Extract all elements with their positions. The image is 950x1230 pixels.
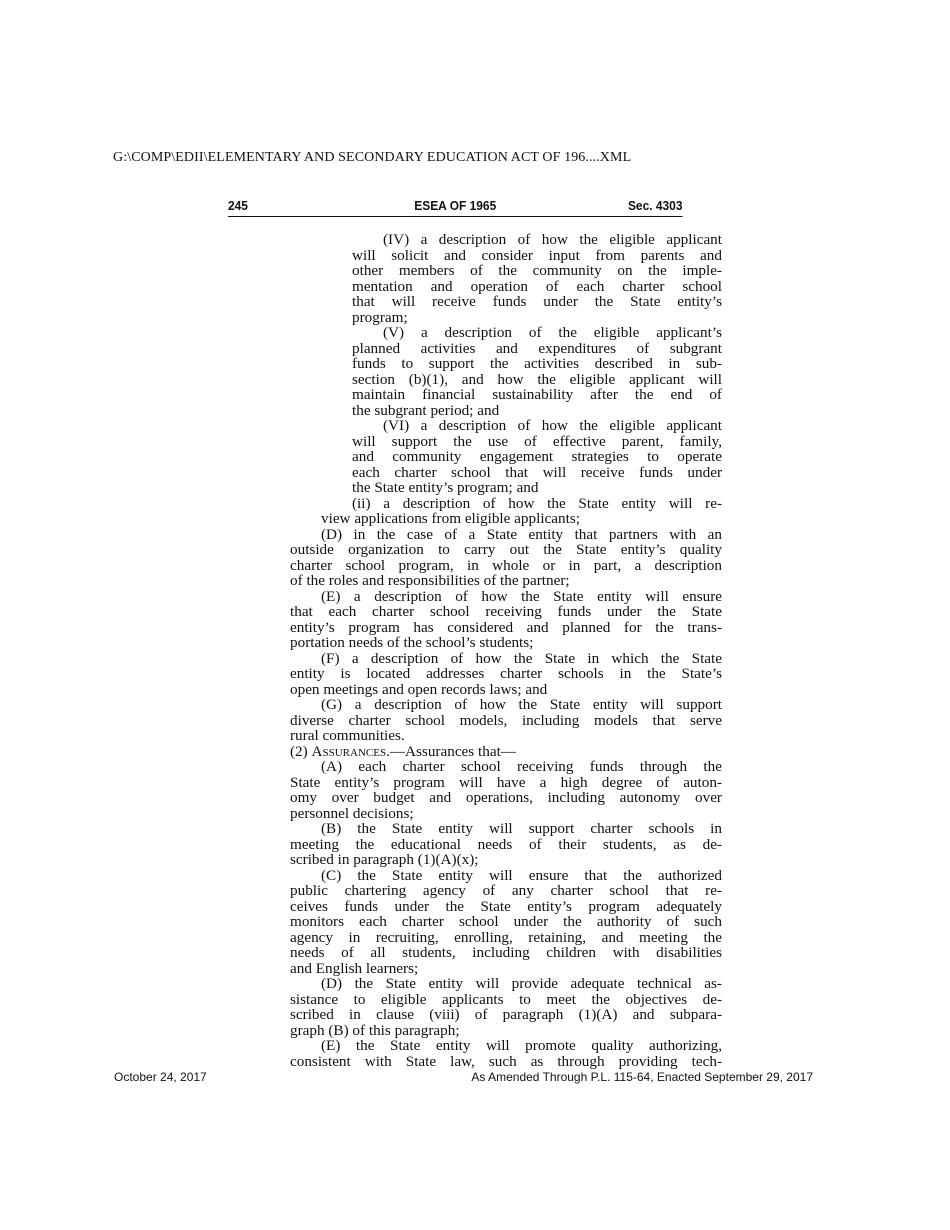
text-line: personnel decisions; — [290, 804, 414, 822]
text-line: (G) a description of how the State entity will support — [321, 696, 722, 713]
text-line: diverse charter school models, including models that serve — [290, 711, 722, 729]
text-line: and community engagement strategies to operate — [352, 448, 722, 465]
section-label: Sec. 4303 — [627, 198, 683, 213]
text-line: will solicit and consider input from parents and — [352, 246, 722, 264]
text-line: (F) a description of how the State in which the State — [321, 649, 722, 667]
text-line: other members of the community on the imple- — [352, 262, 722, 279]
text-line: (VI) a description of how the eligible applicant — [383, 417, 722, 434]
text-line: entity’s program has considered and planned for the trans- — [290, 618, 722, 636]
text-line: (V) a description of the eligible applicant’s — [383, 324, 722, 341]
footer-amended-note: As Amended Through P.L. 115-64, Enacted September 29, 2017 — [471, 1070, 813, 1084]
text-line: planned activities and expenditures of subgrant — [352, 339, 722, 357]
file-path-header: G:\COMP\EDII\ELEMENTARY AND SECONDARY EDUCATION ACT OF 196....XML — [113, 150, 632, 165]
footer-date: October 24, 2017 — [114, 1070, 207, 1084]
text-line: agency in recruiting, enrolling, retaining, and meeting the — [290, 928, 722, 946]
page-number: 245 — [228, 198, 248, 213]
text-line: scribed in clause (viii) of paragraph (1)(A) and subpara- — [290, 1006, 722, 1023]
text-line: (B) the State entity will support charter schools in — [321, 820, 722, 837]
text-line: (C) the State entity will ensure that the authorized — [321, 866, 722, 884]
text-line: outside organization to carry out the State entity’s quality — [290, 541, 722, 558]
text-line — [290, 744, 722, 760]
text-line: program; — [352, 308, 408, 326]
text-line: maintain financial sustainability after the end of — [352, 386, 722, 403]
text-line: (E) the State entity will promote quality authorizing, — [321, 1037, 722, 1054]
text-line: (ii) a description of how the State entity will re- — [352, 494, 722, 512]
text-line: consistent with State law, such as through providing tech- — [290, 1052, 722, 1070]
text-line: charter school program, in whole or in part, a description — [290, 556, 722, 574]
text-line: omy over budget and operations, including autonomy over — [290, 789, 722, 806]
text-line: open meetings and open records laws; and — [290, 680, 548, 698]
text-line: (D) the State entity will provide adequate technical as- — [321, 975, 722, 992]
text-line: view applications from eligible applicants; — [321, 510, 580, 527]
text-line: mentation and operation of each charter school — [352, 277, 722, 295]
text-line: ceives funds under the State entity’s program adequately — [290, 897, 722, 915]
running-title: ESEA OF 1965 — [414, 198, 497, 213]
text-line: (IV) a description of how the eligible applicant — [383, 231, 722, 248]
paragraph-number: (2) — [290, 742, 312, 760]
text-line: entity is located addresses charter schools in the State’s — [290, 665, 722, 682]
paragraph-heading-text: .—Assurances that— — [386, 742, 516, 760]
text-line: will support the use of effective parent, family, — [352, 432, 722, 450]
text-line: that will receive funds under the State entity’s — [352, 293, 722, 310]
text-line: and English learners; — [290, 959, 419, 977]
text-line: State entity’s program will have a high degree of auton- — [290, 773, 722, 791]
statute-body — [290, 232, 722, 1069]
text-line: scribed in paragraph (1)(A)(x); — [290, 851, 479, 868]
text-line: (D) in the case of a State entity that partners with an — [321, 525, 722, 543]
text-line: meeting the educational needs of their students, as de- — [290, 835, 722, 853]
text-line: needs of all students, including children with disabilities — [290, 944, 722, 961]
text-line: rural communities. — [290, 727, 405, 744]
text-line: graph (B) of this paragraph; — [290, 1021, 460, 1039]
text-line: of the roles and responsibilities of the partner; — [290, 572, 570, 589]
text-line: (E) a description of how the State entity will ensure — [321, 587, 722, 605]
text-line: the subgrant period; and — [352, 401, 500, 419]
paragraph-heading: Assurances — [311, 742, 387, 760]
text-line: the State entity’s program; and — [352, 479, 539, 496]
text-line: that each charter school receiving funds under the State — [290, 603, 722, 620]
text-line: monitors each charter school under the authority of such — [290, 913, 722, 930]
text-line: public chartering agency of any charter school that re- — [290, 882, 722, 899]
text-line: portation needs of the school’s students; — [290, 634, 534, 651]
text-line: each charter school that will receive funds under — [352, 463, 722, 481]
text-line: funds to support the activities described in sub- — [352, 355, 722, 372]
text-line: sistance to eligible applicants to meet the objectives de- — [290, 990, 722, 1008]
running-head — [228, 198, 682, 217]
text-line: section (b)(1), and how the eligible applicant will — [352, 370, 722, 388]
text-line: (A) each charter school receiving funds through the — [321, 758, 722, 775]
